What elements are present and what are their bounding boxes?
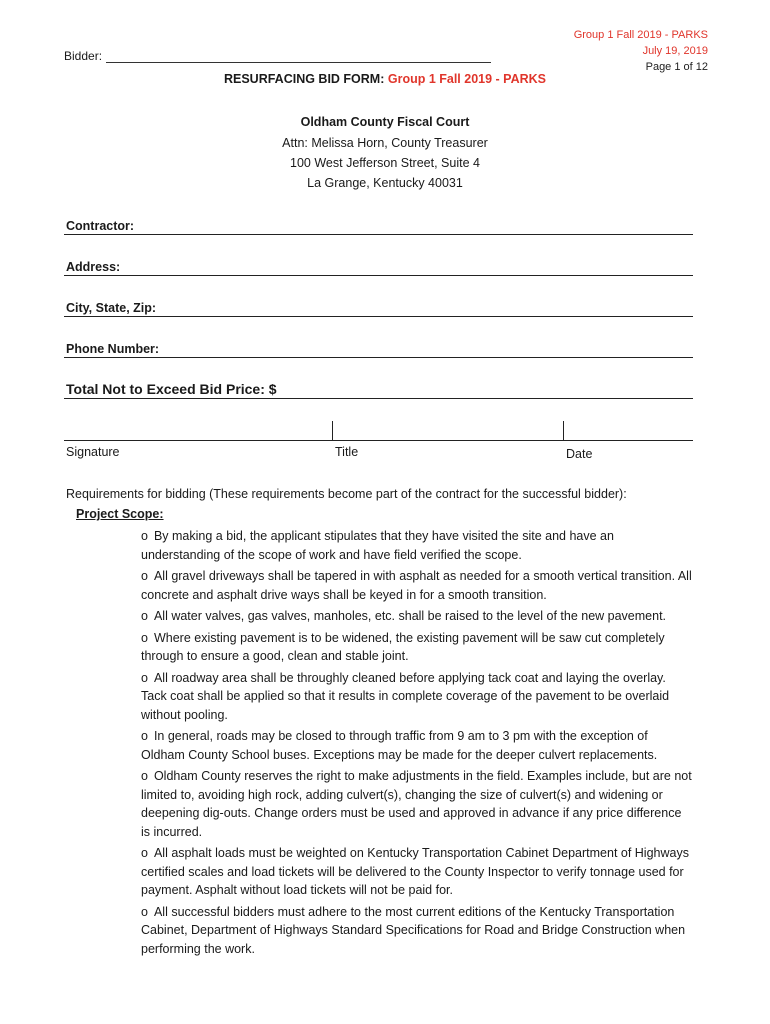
total-price-field[interactable] (64, 398, 693, 399)
requirement-text: All successful bidders must adhere to the most current editions of the Kentucky Transportation Cabinet, Department of Highways Standard Specifications for Road and Bridge Construction when performing the work. (141, 904, 686, 956)
form-title-prefix: RESURFACING BID FORM: (223, 72, 388, 86)
city-state-zip-label: City, State, Zip: (66, 301, 157, 315)
bullet-icon: o (141, 609, 148, 623)
bidder-label: Bidder: (64, 49, 103, 63)
requirements-list (141, 527, 693, 961)
page-header (574, 27, 708, 75)
title-label: Title (335, 445, 359, 459)
bidder-input-line[interactable] (106, 62, 491, 63)
list-item (141, 903, 693, 959)
list-item (141, 767, 693, 841)
list-item (141, 727, 693, 764)
requirement-text: Where existing pavement is to be widened, the existing pavement will be saw cut completely through to ensure a good, clean and stable joint. (141, 630, 665, 663)
header-date: July 19, 2019 (642, 45, 708, 57)
bullet-icon: o (141, 729, 148, 743)
phone-field[interactable] (64, 357, 693, 358)
bullet-icon: o (141, 569, 148, 583)
form-title (0, 72, 770, 86)
contractor-field[interactable] (64, 234, 693, 235)
requirement-text: All gravel driveways shall be tapered in with asphalt as needed for a smooth vertical transition. All concrete and asphalt drive ways shall be keyed in for a smooth transition. (141, 569, 692, 602)
bullet-icon: o (141, 904, 148, 919)
list-item (141, 527, 693, 564)
list-item (141, 669, 693, 725)
form-title-highlight: Group 1 Fall 2019 - PARKS (387, 72, 547, 86)
project-scope-heading: Project Scope: (76, 507, 164, 521)
signature-divider (332, 421, 333, 441)
bullet-icon: o (141, 846, 148, 860)
list-item (141, 607, 693, 626)
date-label: Date (566, 447, 593, 461)
addressee-name: Oldham County Fiscal Court (300, 115, 470, 129)
city-state-zip-field[interactable] (64, 316, 693, 317)
signature-line[interactable] (64, 440, 693, 441)
requirement-text: All roadway area shall be throughly cleaned before applying tack coat and laying the overlay. Tack coat shall be applied so that it results in complete coverage of the pavement to be overlaid without pooling. (141, 670, 670, 722)
requirement-text: Oldham County reserves the right to make adjustments in the field. Examples include, but are not limited to, avoiding high rock, adding culvert(s), changing the size of culvert(s) and widening or deepening dig-outs. Change orders must be used and approved in advance if any price difference is incurred. (141, 769, 692, 839)
list-item (141, 844, 693, 900)
page-number: Page 1 of 12 (645, 61, 708, 73)
list-item (141, 629, 693, 666)
bullet-icon: o (141, 670, 148, 685)
addressee-street: 100 West Jefferson Street, Suite 4 (290, 156, 480, 170)
requirement-text: All water valves, gas valves, manholes, etc. shall be raised to the level of the new pavement. (153, 609, 667, 623)
bullet-icon: o (141, 529, 148, 543)
requirement-text: All asphalt loads must be weighted on Kentucky Transportation Cabinet Department of Highways certified scales and load tickets will be delivered to the County Inspector to verify tonnage used for payment. Asphalt without load tickets will not be paid for. (141, 846, 689, 897)
address-label: Address: (66, 260, 121, 274)
address-field[interactable] (64, 275, 693, 276)
bullet-icon: o (141, 769, 148, 783)
group-label: Group 1 Fall 2019 - PARKS (573, 29, 708, 41)
contractor-label: Contractor: (66, 219, 135, 233)
bullet-icon: o (141, 630, 148, 645)
phone-label: Phone Number: (66, 342, 160, 356)
addressee-city: La Grange, Kentucky 40031 (307, 176, 463, 190)
list-item (141, 567, 693, 604)
total-price-label: Total Not to Exceed Bid Price: $ (66, 381, 277, 397)
title-divider (563, 421, 564, 441)
signature-label: Signature (66, 445, 120, 459)
requirement-text: By making a bid, the applicant stipulates that they have visited the site and have an understanding of the scope of work and have field verified the scope. (141, 529, 614, 562)
addressee-attn: Attn: Melissa Horn, County Treasurer (282, 136, 488, 150)
requirements-intro: Requirements for bidding (These requirements become part of the contract for the successful bidder): (66, 487, 627, 501)
requirement-text: In general, roads may be closed to through traffic from 9 am to 3 pm with the exception of Oldham County School buses. Exceptions may be made for the deeper culvert replacements. (141, 729, 658, 762)
